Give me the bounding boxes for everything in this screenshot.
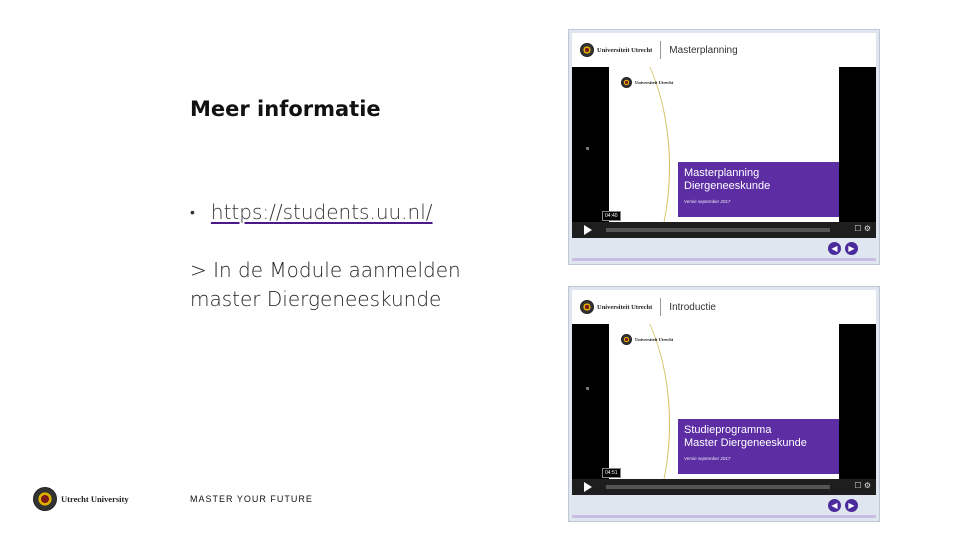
title-box-line2: Master Diergeneeskunde	[684, 437, 807, 449]
title-box-line2: Diergeneeskunde	[684, 180, 771, 192]
player-uni-name: Universiteit Utrecht	[597, 303, 653, 311]
module-instruction: > In de Module aanmelden master Diergeneeskunde	[190, 258, 461, 311]
title-box-line1: Masterplanning	[684, 167, 760, 179]
player-controls	[572, 479, 876, 495]
logo-text: Utrecht University	[61, 494, 129, 504]
decorative-arc	[609, 67, 670, 222]
gear-icon[interactable]: ☐ ⚙	[854, 224, 871, 233]
arrow-left-icon[interactable]: ◀	[828, 499, 841, 512]
arrow-left-icon[interactable]: ◀	[828, 242, 841, 255]
slide-uni-name: Universiteit Utrecht	[635, 80, 674, 85]
play-icon[interactable]	[584, 482, 592, 492]
player-header	[572, 290, 876, 324]
video-slide	[609, 324, 839, 479]
player-nav	[572, 495, 876, 515]
video-slide	[609, 67, 839, 222]
video-player-introductie[interactable]	[568, 286, 880, 522]
player-uni-name: Universiteit Utrecht	[597, 46, 653, 54]
video-area[interactable]	[572, 324, 876, 479]
slide-logo	[621, 334, 673, 345]
player-bottom-bar	[572, 515, 876, 518]
player-nav	[572, 238, 876, 258]
bullet-item	[190, 200, 433, 224]
player-bottom-bar	[572, 258, 876, 261]
progress-bar[interactable]	[606, 485, 830, 489]
video-area[interactable]	[572, 67, 876, 222]
sidebar-marker	[586, 147, 589, 150]
uu-seal-icon	[33, 487, 57, 511]
arrow-right-icon[interactable]: ▶	[845, 242, 858, 255]
video-player-masterplanning[interactable]	[568, 29, 880, 265]
title-box	[678, 162, 839, 217]
video-time: 04:51	[602, 468, 621, 478]
students-link[interactable]: https://students.uu.nl/	[210, 200, 433, 224]
uu-seal-icon	[580, 300, 594, 314]
uu-logo	[33, 487, 129, 511]
gear-icon[interactable]: ☐ ⚙	[854, 481, 871, 490]
player-header	[572, 33, 876, 67]
footer-tagline: MASTER YOUR FUTURE	[190, 494, 313, 504]
player-title: Masterplanning	[669, 44, 738, 56]
play-icon[interactable]	[584, 225, 592, 235]
uu-seal-icon	[621, 334, 632, 345]
player-controls	[572, 222, 876, 238]
title-box-version: Versie september 2017	[684, 199, 731, 204]
sidebar-marker	[586, 387, 589, 390]
arrow-right-icon[interactable]: ▶	[845, 499, 858, 512]
uu-seal-icon	[580, 43, 594, 57]
bullet-dot: •	[190, 204, 195, 221]
video-time: 04:40	[602, 211, 621, 221]
title-box-line1: Studieprogramma	[684, 424, 772, 436]
slide-logo	[621, 77, 673, 88]
uu-seal-icon	[621, 77, 632, 88]
decorative-arc	[609, 324, 670, 479]
player-title: Introductie	[669, 301, 716, 313]
header-divider	[660, 41, 661, 59]
title-box	[678, 419, 839, 474]
title-box-version: Versie september 2017	[684, 456, 731, 461]
header-divider	[660, 298, 661, 316]
progress-bar[interactable]	[606, 228, 830, 232]
page-title: Meer informatie	[190, 97, 381, 121]
slide-uni-name: Universiteit Utrecht	[635, 337, 674, 342]
